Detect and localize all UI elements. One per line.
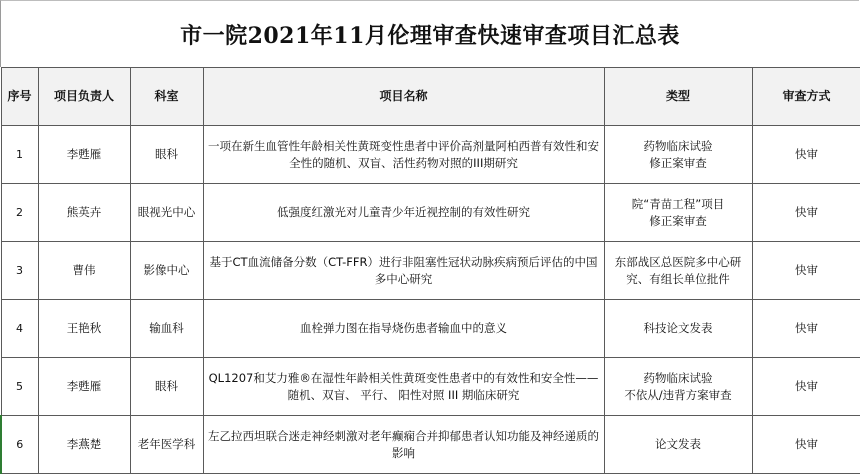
cell-leader: 曹伟 [38, 242, 130, 300]
cell-dept: 眼科 [130, 358, 203, 416]
cell-type: 药物临床试验 不依从/违背方案审查 [604, 358, 752, 416]
table-row [1, 300, 860, 358]
cell-type: 东部战区总医院多中心研究、有组长单位批件 [604, 242, 752, 300]
cell-method: 快审 [752, 242, 860, 300]
cell-method: 快审 [752, 358, 860, 416]
table-row [1, 242, 860, 300]
cell-method: 快审 [752, 300, 860, 358]
cell-project-name: 左乙拉西坦联合迷走神经刺激对老年癫痫合并抑郁患者认知功能及神经递质的影响 [203, 416, 604, 474]
cell-seq: 2 [1, 184, 38, 242]
cell-project-name: QL1207和艾力雅®在湿性年龄相关性黄斑变性患者中的有效性和安全性——随机、双盲、 平行、 阳性对照 III 期临床研究 [203, 358, 604, 416]
cell-dept: 老年医学科 [130, 416, 203, 474]
header-dept: 科室 [130, 68, 203, 126]
cell-type: 科技论文发表 [604, 300, 752, 358]
cell-dept: 输血科 [130, 300, 203, 358]
cell-seq: 6 [1, 416, 38, 474]
cell-leader: 熊英卉 [38, 184, 130, 242]
cell-seq: 3 [1, 242, 38, 300]
header-type: 类型 [604, 68, 752, 126]
cell-seq: 1 [1, 126, 38, 184]
cell-type: 论文发表 [604, 416, 752, 474]
cell-seq: 5 [1, 358, 38, 416]
cell-leader: 李甦雁 [38, 126, 130, 184]
cell-seq: 4 [1, 300, 38, 358]
table-header-row [1, 68, 860, 126]
header-method: 审查方式 [752, 68, 860, 126]
cell-type: 院“青苗工程”项目 修正案审查 [604, 184, 752, 242]
cell-project-name: 低强度红激光对儿童青少年近视控制的有效性研究 [203, 184, 604, 242]
table-row [1, 184, 860, 242]
table-row [1, 416, 860, 474]
cell-method: 快审 [752, 184, 860, 242]
cell-method: 快审 [752, 416, 860, 474]
cell-dept: 影像中心 [130, 242, 203, 300]
cell-type: 药物临床试验 修正案审查 [604, 126, 752, 184]
cell-project-name: 血栓弹力图在指导烧伤患者输血中的意义 [203, 300, 604, 358]
header-seq: 序号 [1, 68, 38, 126]
cell-project-name: 一项在新生血管性年龄相关性黄斑变性患者中评价高剂量阿柏西普有效性和安全性的随机、双盲、活性药物对照的III期研究 [203, 126, 604, 184]
cell-leader: 李甦雁 [38, 358, 130, 416]
header-leader: 项目负责人 [38, 68, 130, 126]
cell-leader: 王艳秋 [38, 300, 130, 358]
cell-leader: 李燕楚 [38, 416, 130, 474]
cell-dept: 眼科 [130, 126, 203, 184]
cell-project-name: 基于CT血流储备分数（CT-FFR）进行非阻塞性冠状动脉疾病预后评估的中国多中心研究 [203, 242, 604, 300]
review-table [0, 67, 860, 474]
header-name: 项目名称 [203, 68, 604, 126]
sheet-title: 市一院2021年11月伦理审查快速审查项目汇总表 [0, 0, 859, 67]
cell-dept: 眼视光中心 [130, 184, 203, 242]
table-row [1, 358, 860, 416]
table-row [1, 126, 860, 184]
cell-method: 快审 [752, 126, 860, 184]
